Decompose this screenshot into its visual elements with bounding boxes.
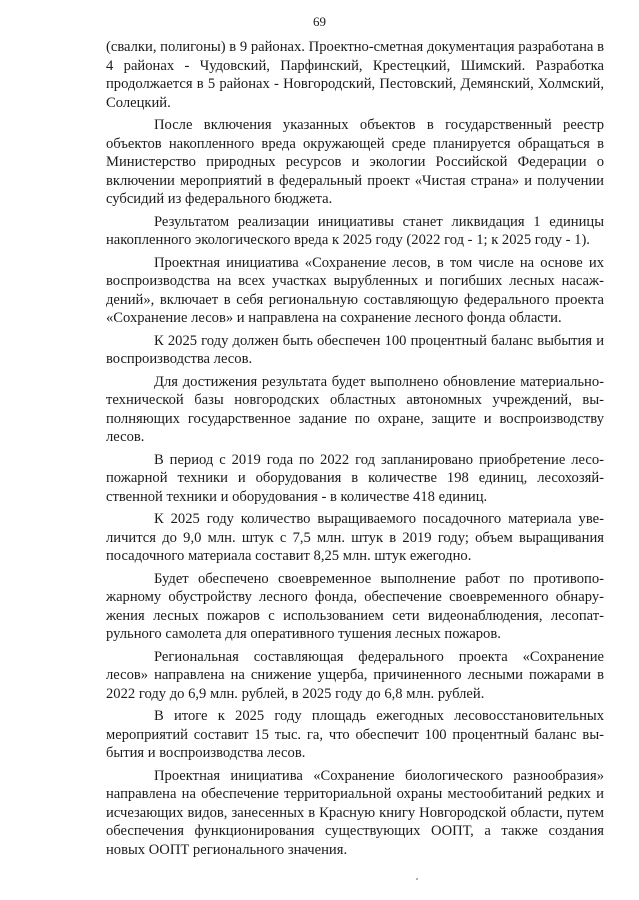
paragraph-12: Проектная инициатива «Сохранение биологического разнообразия» направлена на обеспечение территориальной охраны местообитаний редких и исчезающих видов, занесенных в Красную книгу Новгородской области, путем обеспечения функционирования существующих ООПТ, а также создания новых ООПТ регионального значения. (106, 767, 604, 858)
page-number: 69 (313, 14, 326, 29)
paragraph-5: К 2025 году должен быть обеспечен 100 процентный баланс выбытия и воспроизводства лесов. (106, 332, 604, 367)
paragraph-11: В итоге к 2025 году площадь ежегодных лесовосстановительных мероприятий составит 15 тыс. га, что обеспечит 100 процентный баланс выбытия и воспроизводства лесов. (106, 708, 604, 761)
paragraph-3: Результатом реализации инициативы станет ликвидация 1 единицы накопленного экологического вреда к 2025 году (2022 год - 1; к 2025 году - 1). (106, 213, 604, 248)
paragraph-4: Проектная инициатива «Сохранение лесов, в том числе на основе их воспроизводства на всех участках вырубленных и погибших лесных насаждений», включает в себя региональную составляющую федерального проекта «Сохранение лесов» и направлена на сохранение лесного фонда области. (106, 254, 604, 326)
paragraph-10: Региональная составляющая федерального проекта «Сохранение лесов» направлена на снижение ущерба, причиненного лесными пожарами в 2022 году до 6,9 млн. рублей, в 2025 году до 6,8 млн. рублей. (106, 648, 604, 702)
paragraph-1: (свалки, полигоны) в 9 районах. Проектно-сметная документация разработана в 4 районах - Чудовский, Парфинский, Крестецкий, Шимский. Разработка продолжается в 5 районах - Новгородский, Пестовский, Демянский, Холмский, Солецкий. (106, 39, 604, 111)
paragraph-2: После включения указанных объектов в государственный реестр объектов накопленного вреда окружающей среде планируется обращаться в Министерство природных ресурсов и экологии Российской Федерации о включении мероприятий в федеральный проект «Чистая страна» и получении субсидий из федерального бюджета. (106, 117, 604, 207)
paragraph-8: К 2025 году количество выращиваемого посадочного материала увеличится до 9,0 млн. штук с 7,5 млн. штук в 2019 году; объем выращивания посадочного материала составит 8,25 млн. штук ежегодно. (106, 511, 604, 564)
body-text (106, 38, 604, 863)
paragraph-6: Для достижения результата будет выполнено обновление материально-технической базы новгородских областных автономных учреждений, выполняющих государственное задание по охране, защите и воспроизводству лесов. (106, 373, 604, 445)
paragraph-7: В период с 2019 года по 2022 год запланировано приобретение лесопожарной техники и оборудования в количестве 198 единиц, лесохозяйственной техники и оборудования - в количестве 418 единиц. (106, 451, 604, 505)
paragraph-9: Будет обеспечено своевременное выполнение работ по противопожарному обустройству лесного фонда, обеспечение своевременного обнаружения лесных пожаров с использованием сети видеонаблюдения, лесопатрульного самолета для оперативного тушения лесных пожаров. (106, 570, 604, 642)
scan-speck (416, 878, 418, 880)
